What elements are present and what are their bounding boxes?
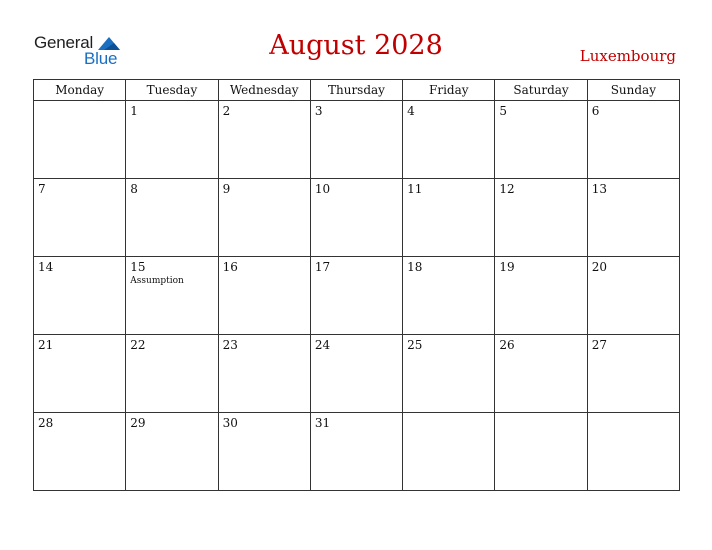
day-cell xyxy=(126,257,218,335)
day-cell xyxy=(34,179,126,257)
day-cell xyxy=(587,101,679,179)
day-number: 8 xyxy=(130,182,138,196)
day-number: 29 xyxy=(130,416,146,430)
day-number: 26 xyxy=(499,338,515,352)
day-number: 31 xyxy=(314,416,331,430)
day-number: 28 xyxy=(38,416,54,430)
day-number: 27 xyxy=(591,338,607,352)
day-cell xyxy=(218,179,310,257)
day-number: 1 xyxy=(130,104,138,118)
day-cell xyxy=(495,413,587,491)
day-number: 18 xyxy=(407,260,423,274)
day-number: 13 xyxy=(591,182,607,196)
country-label: Luxembourg xyxy=(579,47,676,65)
day-cell xyxy=(126,179,218,257)
weekday-header: Wednesday xyxy=(218,80,310,101)
day-cell xyxy=(495,101,587,179)
day-cell xyxy=(310,257,402,335)
day-cell xyxy=(587,335,679,413)
day-cell xyxy=(34,335,126,413)
day-cell xyxy=(310,179,402,257)
day-number: 20 xyxy=(591,260,607,274)
day-number: 30 xyxy=(222,416,238,430)
day-number: 2 xyxy=(222,104,231,118)
day-number: 21 xyxy=(38,338,54,352)
day-number: 24 xyxy=(314,338,331,352)
day-cell xyxy=(34,101,126,179)
day-cell xyxy=(587,257,679,335)
weekday-header: Sunday xyxy=(587,80,679,101)
week-row xyxy=(34,413,680,491)
day-number: 4 xyxy=(407,104,415,118)
day-cell xyxy=(403,257,495,335)
weekday-header-row xyxy=(34,80,680,101)
day-number: 7 xyxy=(38,182,46,196)
day-number: 3 xyxy=(314,104,323,118)
day-cell xyxy=(310,335,402,413)
day-number: 25 xyxy=(407,338,423,352)
day-cell xyxy=(403,179,495,257)
day-number: 11 xyxy=(407,182,423,196)
day-number: 10 xyxy=(314,182,331,196)
day-cell xyxy=(218,413,310,491)
weekday-header: Saturday xyxy=(495,80,587,101)
logo-text-blue: Blue xyxy=(84,49,118,68)
day-cell xyxy=(218,335,310,413)
day-number: 17 xyxy=(314,260,331,274)
weekday-header: Monday xyxy=(34,80,126,101)
day-cell xyxy=(126,335,218,413)
day-cell xyxy=(403,101,495,179)
week-row xyxy=(34,179,680,257)
day-number: 19 xyxy=(499,260,515,274)
day-cell xyxy=(126,413,218,491)
weekday-header: Tuesday xyxy=(126,80,218,101)
day-cell xyxy=(403,413,495,491)
logo-text-general: General xyxy=(34,33,94,52)
calendar-title: August 2028 xyxy=(269,30,443,61)
day-number: 23 xyxy=(222,338,238,352)
weekday-header: Friday xyxy=(403,80,495,101)
day-cell xyxy=(310,413,402,491)
day-cell xyxy=(310,101,402,179)
day-number: 22 xyxy=(130,338,146,352)
holiday-label: Assumption xyxy=(130,276,184,286)
day-cell xyxy=(495,335,587,413)
day-cell xyxy=(34,413,126,491)
day-cell xyxy=(495,179,587,257)
day-cell xyxy=(218,257,310,335)
day-cell xyxy=(126,101,218,179)
day-number: 16 xyxy=(222,260,238,274)
day-cell xyxy=(587,413,679,491)
day-number: 14 xyxy=(38,260,54,274)
day-cell xyxy=(403,335,495,413)
week-row xyxy=(34,257,680,335)
day-cell xyxy=(587,179,679,257)
day-number: 5 xyxy=(499,104,508,118)
day-number: 9 xyxy=(222,182,231,196)
day-number: 15 xyxy=(130,260,146,274)
day-number: 6 xyxy=(591,104,600,118)
week-row xyxy=(34,335,680,413)
month-calendar-grid xyxy=(33,79,680,491)
day-number: 12 xyxy=(499,182,515,196)
day-cell xyxy=(495,257,587,335)
week-row xyxy=(34,101,680,179)
weekday-header: Thursday xyxy=(310,80,402,101)
day-cell xyxy=(218,101,310,179)
day-cell xyxy=(34,257,126,335)
